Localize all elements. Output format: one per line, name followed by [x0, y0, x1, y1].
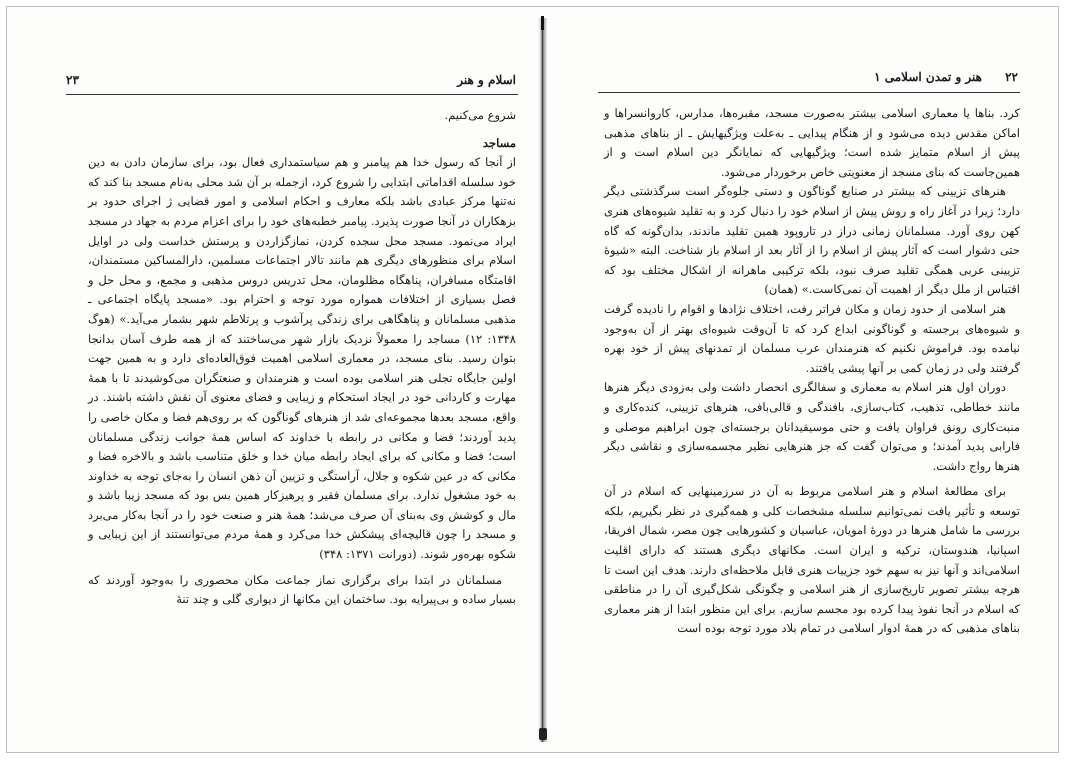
right-page-title: هنر و تمدن اسلامی ۱	[874, 70, 982, 84]
left-spacer	[88, 126, 516, 134]
gutter-mark-top	[541, 16, 544, 30]
right-paragraph-5: برای مطالعهٔ اسلام و هنر اسلامی مربوط به آن در سرزمینهایی که اسلام در آن توسعه و تأثیر یافت نمی‌توانیم سلسله مشخصات کلی و همه‌گیری در نظر بگیریم، بلکه بررسی ما شامل هنرها در دورهٔ امویان، عباسیان و کشورهایی چون مصر، شمال افریقا، اسپانیا، هندوستان، ترکیه و ایران است. مکانهای دیگری هستند که دارای اقلیت اسلامی‌اند و آنها نیز به سهم خود جزییات هنری قابل ملاحظه‌ای دارند. هدف این است تا هرچه بیشتر تصویر تاریخ‌سازی از هنر اسلامی و چگونگی شکل‌گیری آن را در مناطقی که اسلام در آنجا نفوذ پیدا کرده بود مجسم سازیم. برای این منظور ابتدا از هنر معماری بناهای مذهبی که در همهٔ ادوار اسلامی در تمام بلاد مورد توجه بوده است	[604, 484, 1020, 636]
section-heading-mosques: مساجد	[482, 135, 516, 150]
left-intro-line: شروع می‌کنیم.	[444, 108, 516, 122]
book-gutter	[537, 18, 547, 742]
left-page-body	[88, 106, 516, 726]
right-paragraph-2: هنرهای تزیینی که بیشتر در صنایع گوناگون و دستی جلوه‌گر است سرگذشتی دیگر دارد؛ زیرا در آغاز راه و روش پیش از اسلام خود را دنبال کرد و به تقلید شیوه‌های هنری کهن روی آورد. مسلمانان زمانی دراز در تاروپود همین تقلید ماندند، بدان‌گونه که گاه حتی دشوار است که آثار پیش از اسلام را از آثار بعد از اسلام باز شناخت. البته «شیوهٔ تزیینی عربی همگی تقلید صرف نبود، بلکه ترکیبی ماهرانه از اشکال مختلف بود که اقتباس از ملل دیگر از اهمیت آن نمی‌کاست.» (همان)	[604, 184, 1021, 297]
gutter-mark-bottom	[539, 728, 547, 740]
left-page-number: ۲۳	[66, 73, 79, 87]
right-page-body	[604, 104, 1020, 734]
left-header-rule	[66, 94, 518, 95]
left-paragraph-1: از آنجا که رسول خدا هم پیامبر و هم سیاستمداری فعال بود، برای سازمان دادن به دین خود سلسله اقداماتی ابتدایی را شروع کرد، ازجمله بر آن شد محلی به‌نام مسجد بنا کند که نه‌تنها مرکز عبادی باشد بلکه معارف و احکام اسلامی و امور قضایی ژ اجرای حدود بر بزهکاران در آنجا صورت پذیرد. پیامبر خطبه‌های خود را برای اعزام مردم به جهاد در مسجد ایراد می‌نمود. مسجد محل سجده کردن، نمازگزاردن و پرستش خداست ولی در اوایل اسلام برای منظورهای دیگری هم مانند تالار اجتماعات مسلمین، دارالمساکین مستمندان، اقامتگاه مسافران، پناهگاه مظلومان، محل تدریس دروس مذهبی و مجمع، و محل حل و فصل بسیاری از اختلافات همواره مورد توجه و احترام بود. «مسجد پایگاه اجتماعی ـ مذهبی مسلمانان و پناهگاهی برای زندگی پرآشوب و پرتلاطم شهر بشمار می‌آید.» (هوگ ۱۳۴۸: ۱۲) مساجد را معمولاً نزدیک بازار شهر می‌ساختند که از همه طرف آسان بدانجا بتوان رسید. بنای مسجد، در معماری اسلامی اهمیت فوق‌العاده‌ای دارد و به همین جهت اولین جایگاه تجلی هنر اسلامی بوده است و هنرمندان و صنعتگران می‌کوشیدند تا با همهٔ مهارت و کاردانی خود در ایجاد استحکام و زیبایی و فضای معنوی آن نقش داشته باشند. در واقع، مسجد بعدها مجموعه‌ای شد از هنرهای گوناگون که بر روی‌هم فضا و مکان خاصی را پدید آوردند؛ فضا و مکانی در رابطه با خداوند که اساس همهٔ جوانب زندگی مسلمانان است؛ فضا و مکانی که برای ایجاد رابطه میان خدا و خلق متناسب باشد و بالاخره فضا و مکانی که در عین شکوه و جلال، آراستگی و تزیین آن ذهن انسان را به‌جای توجه به خداوند به خود مشغول ندارد. برای مسلمان فقیر و پرهیزکار همین بس بود که مسجد زیبا باشد و مال و کوشش وی به‌بنای آن صرف می‌شد؛ همهٔ هنر و صنعت خود را در آنجا به‌کار می‌برد و مسجد را چون قالیچه‌ای پیشکش خدا می‌کرد و همهٔ مردم می‌توانستند از این زیبایی و شکوه بهره‌ور شوند. (دورانت ۱۳۷۱: ۳۴۸)	[88, 155, 516, 562]
right-header-rule	[598, 92, 1020, 93]
right-page-number: ۲۲	[1005, 70, 1018, 84]
left-paragraph-2: مسلمانان در ابتدا برای برگزاری نماز جماعت مکان محصوری را به‌وجود آوردند که بسیار ساده و بی‌پیرایه بود. ساختمان این مکانها از دیواری گلی و چند تنهٔ	[88, 572, 516, 607]
left-page-title: اسلام و هنر	[457, 73, 516, 87]
right-paragraph-1: کرد. بناها یا معماری اسلامی بیشتر به‌صورت مسجد، مقبره‌ها، مدارس، کاروانسراها و اماکن مقدس دیده می‌شود و از هنگام پیدایی ـ به‌علت ویژگیهایش ـ از بناهای مذهبی پیش از اسلام متمایز شده است؛ ویژگیهایی که نمایانگر دین اسلام است و از همین‌جاست که بنای مسجد از معنویتی خاص برخوردار می‌شود.	[604, 106, 1020, 179]
right-paragraph-3: هنر اسلامی از حدود زمان و مکان فراتر رفت، اختلاف نژادها و اقوام را نادیده گرفت و شیوه‌های برجسته و گوناگونی ابداع کرد که تا آن‌وقت شیوه‌ای بهتر از آن به‌وجود نیامده بود. فراموش نکنیم که هنرمندان عرب مسلمان از تمدنهای پیش از خود بهره گرفتند ولی در زمان کمی بر آنها پیشی یافتند.	[604, 301, 1020, 375]
right-paragraph-4: دوران اول هنر اسلام به معماری و سفالگری انحصار داشت ولی به‌زودی دیگر هنرها مانند خطاطی، تذهیب، کتاب‌سازی، بافندگی و قالی‌بافی، هنرهای تزیینی، کنده‌کاری و منبت‌کاری رونق فراوان یافت و حتی موسیقیدانان برجسته‌ای چون ابراهیم موصلی و فارابی پدید آمدند؛ و می‌توان گفت که جز هنرهایی نظیر مجسمه‌سازی و نقاشی دیگر هنرها رواج داشت.	[604, 380, 1020, 473]
